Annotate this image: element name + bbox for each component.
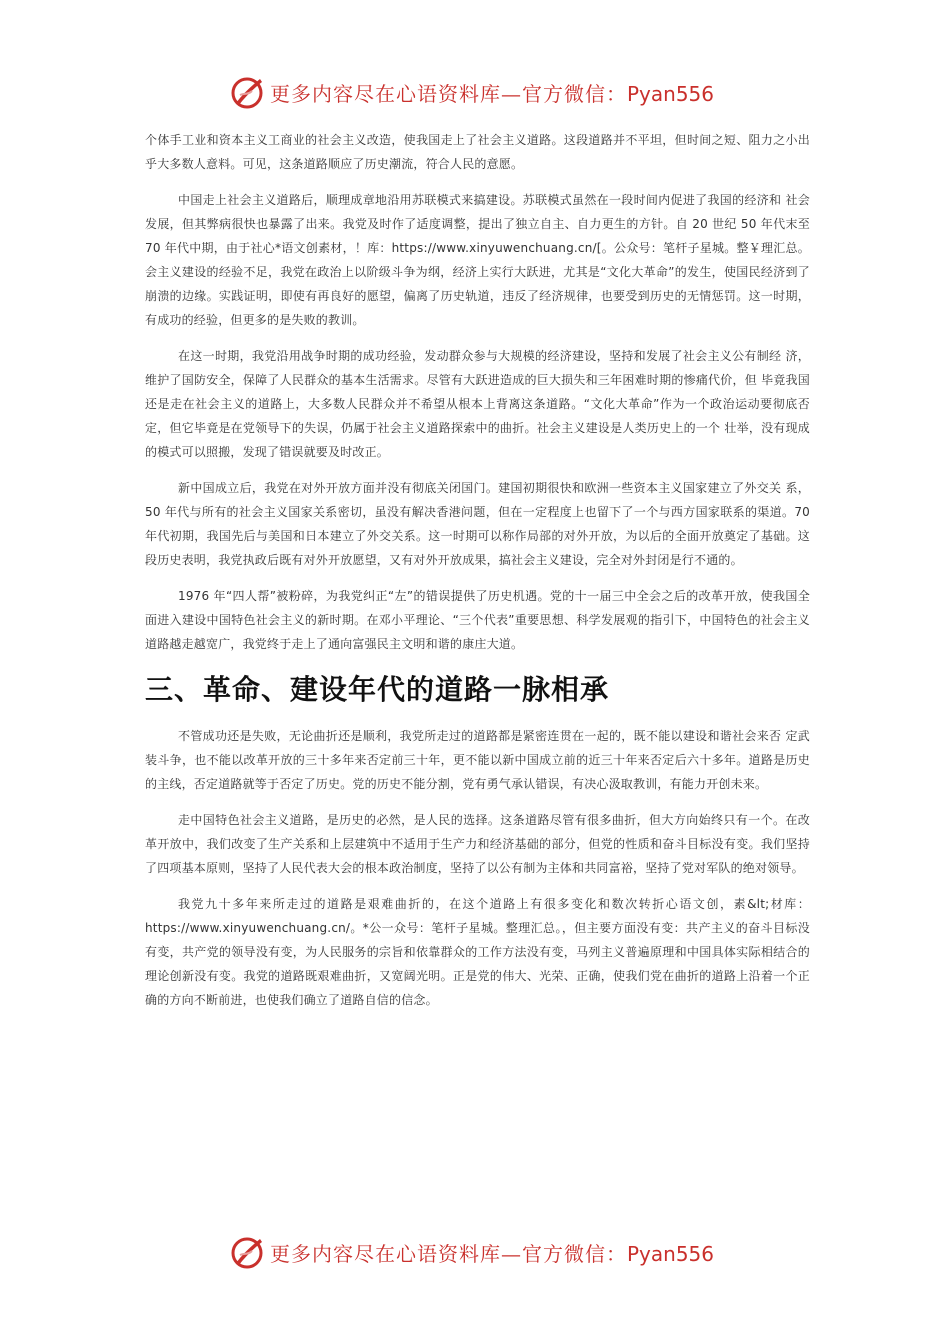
paragraph: 不管成功还是失败，无论曲折还是顺利，我党所走过的道路都是紧密连贯在一起的，既不能以建设和谐社会来否 定武装斗争，也不能以改革开放的三十多年来否定前三十年，更不能以新中国成立前的近三十年来否定后六十多年。道路是历史的主线，否定道路就等于否定了历史。党的历史不能分割，党有勇气承认错误，有决心汲取教训，有能力开创未来。 [145,729,810,791]
paragraph: 1976 年“四人帮”被粉碎，为我党纠正“左”的错误提供了历史机遇。党的十一届三中全会之后的改革开放，使我国全面进入建设中国特色社会主义的新时期。在邓小平理论、“三个代表”重要思想、科学发展观的指引下，中国特色的社会主义道路越走越宽广，我党终于走上了通向富强民主文明和谐的康庄大道。 [145,589,810,651]
wechat-id: Pyan556 [627,1241,715,1266]
document-body [145,128,810,1024]
paragraph: 新中国成立后，我党在对外开放方面并没有彻底关闭国门。建国初期很快和欧洲一些资本主义国家建立了外交关 系，50 年代与所有的社会主义国家关系密切，虽没有解决香港问题，但在一定程度上也留下了一个与西方国家联系的渠道。70 年代初期，我国先后与美国和日本建立了外交关系。这一时期可以称作局部的对外开放，为以后的全面开放奠定了基础。这段历史表明，我党执政后既有对外开放愿望，又有对外开放成果，搞社会主义建设，完全对外封闭是行不通的。 [145,481,810,567]
paragraph: 走中国特色社会主义道路，是历史的必然，是人民的选择。这条道路尽管有很多曲折，但大方向始终只有一个。在改革开放中，我们改变了生产关系和上层建筑中不适用于生产力和经济基础的部分，但党的性质和奋斗目标没有变。我们坚持了四项基本原则，坚持了人民代表大会的根本政治制度，坚持了以公有制为主体和共同富裕，坚持了党对军队的绝对领导。 [145,813,810,875]
logo-icon [228,1233,266,1271]
paragraph: 在这一时期，我党沿用战争时期的成功经验，发动群众参与大规模的经济建设，坚持和发展了社会主义公有制经 济，维护了国防安全，保障了人民群众的基本生活需求。尽管有大跃进造成的巨大损失和三年困难时期的惨痛代价，但 毕竟我国还是走在社会主义的道路上，大多数人民群众并不希望从根本上背离这条道路。“文化大革命”作为一个政治运动要彻底否定，但它毕竟是在党领导下的失误，仍属于社会主义道路探索中的曲折。社会主义建设是人类历史上的一个 壮举，没有现成的模式可以照搬，发现了错误就要及时改正。 [145,349,810,459]
section-heading: 三、革命、建设年代的道路一脉相承 [145,673,610,706]
header-banner [228,72,748,112]
paragraph: 我党九十多年来所走过的道路是艰难曲折的，在这个道路上有很多变化和数次转折心语文创，素&lt;材库：https://www.xinyuwenchuang.cn/。*公一众号：笔杆子星城。整理汇总。，但主要方面没有变：共产主义的奋斗目标没有变，共产党的领导没有变，为人民服务的宗旨和依靠群众的工作方法没有变，马列主义普遍原理和中国具体实际相结合的理论创新没有变。我党的道路既艰难曲折，又宽阔光明。正是党的伟大、光荣、正确，使我们党在曲折的道路上沿着一个正确的方向不断前进，也使我们确立了道路自信的信念。 [145,897,810,1007]
banner-text: 更多内容尽在心语资料库—官方微信：Pyan556 [270,81,715,106]
wechat-id: Pyan556 [627,81,715,106]
paragraph: 个体手工业和资本主义工商业的社会主义改造，使我国走上了社会主义道路。这段道路并不平坦，但时间之短、阻力之小出乎大多数人意料。可见，这条道路顺应了历史潮流，符合人民的意愿。 [145,133,810,171]
logo-icon [228,73,266,111]
banner-text: 更多内容尽在心语资料库—官方微信：Pyan556 [270,1241,715,1266]
paragraph: 中国走上社会主义道路后，顺理成章地沿用苏联模式来搞建设。苏联模式虽然在一段时间内促进了我国的经济和 社会发展，但其弊病很快也暴露了出来。我党及时作了适度调整，提出了独立自主、自力更生的方针。自 20 世纪 50 年代末至 70 年代中期，由于社心*语文创素材，！库：https://www.xinyuwenchuang.cn/[。公众号：笔杆子星城。整￥理汇总。会主义建设的经验不足，我党在政治上以阶级斗争为纲，经济上实行大跃进，尤其是“文化大革命”的发生，使国民经济到了崩溃的边缘。实践证明，即使有再良好的愿望，偏离了历史轨道，违反了经济规律，也要受到历史的无情惩罚。这一时期，有成功的经验，但更多的是失败的教训。 [145,193,810,327]
footer-banner [228,1232,748,1272]
